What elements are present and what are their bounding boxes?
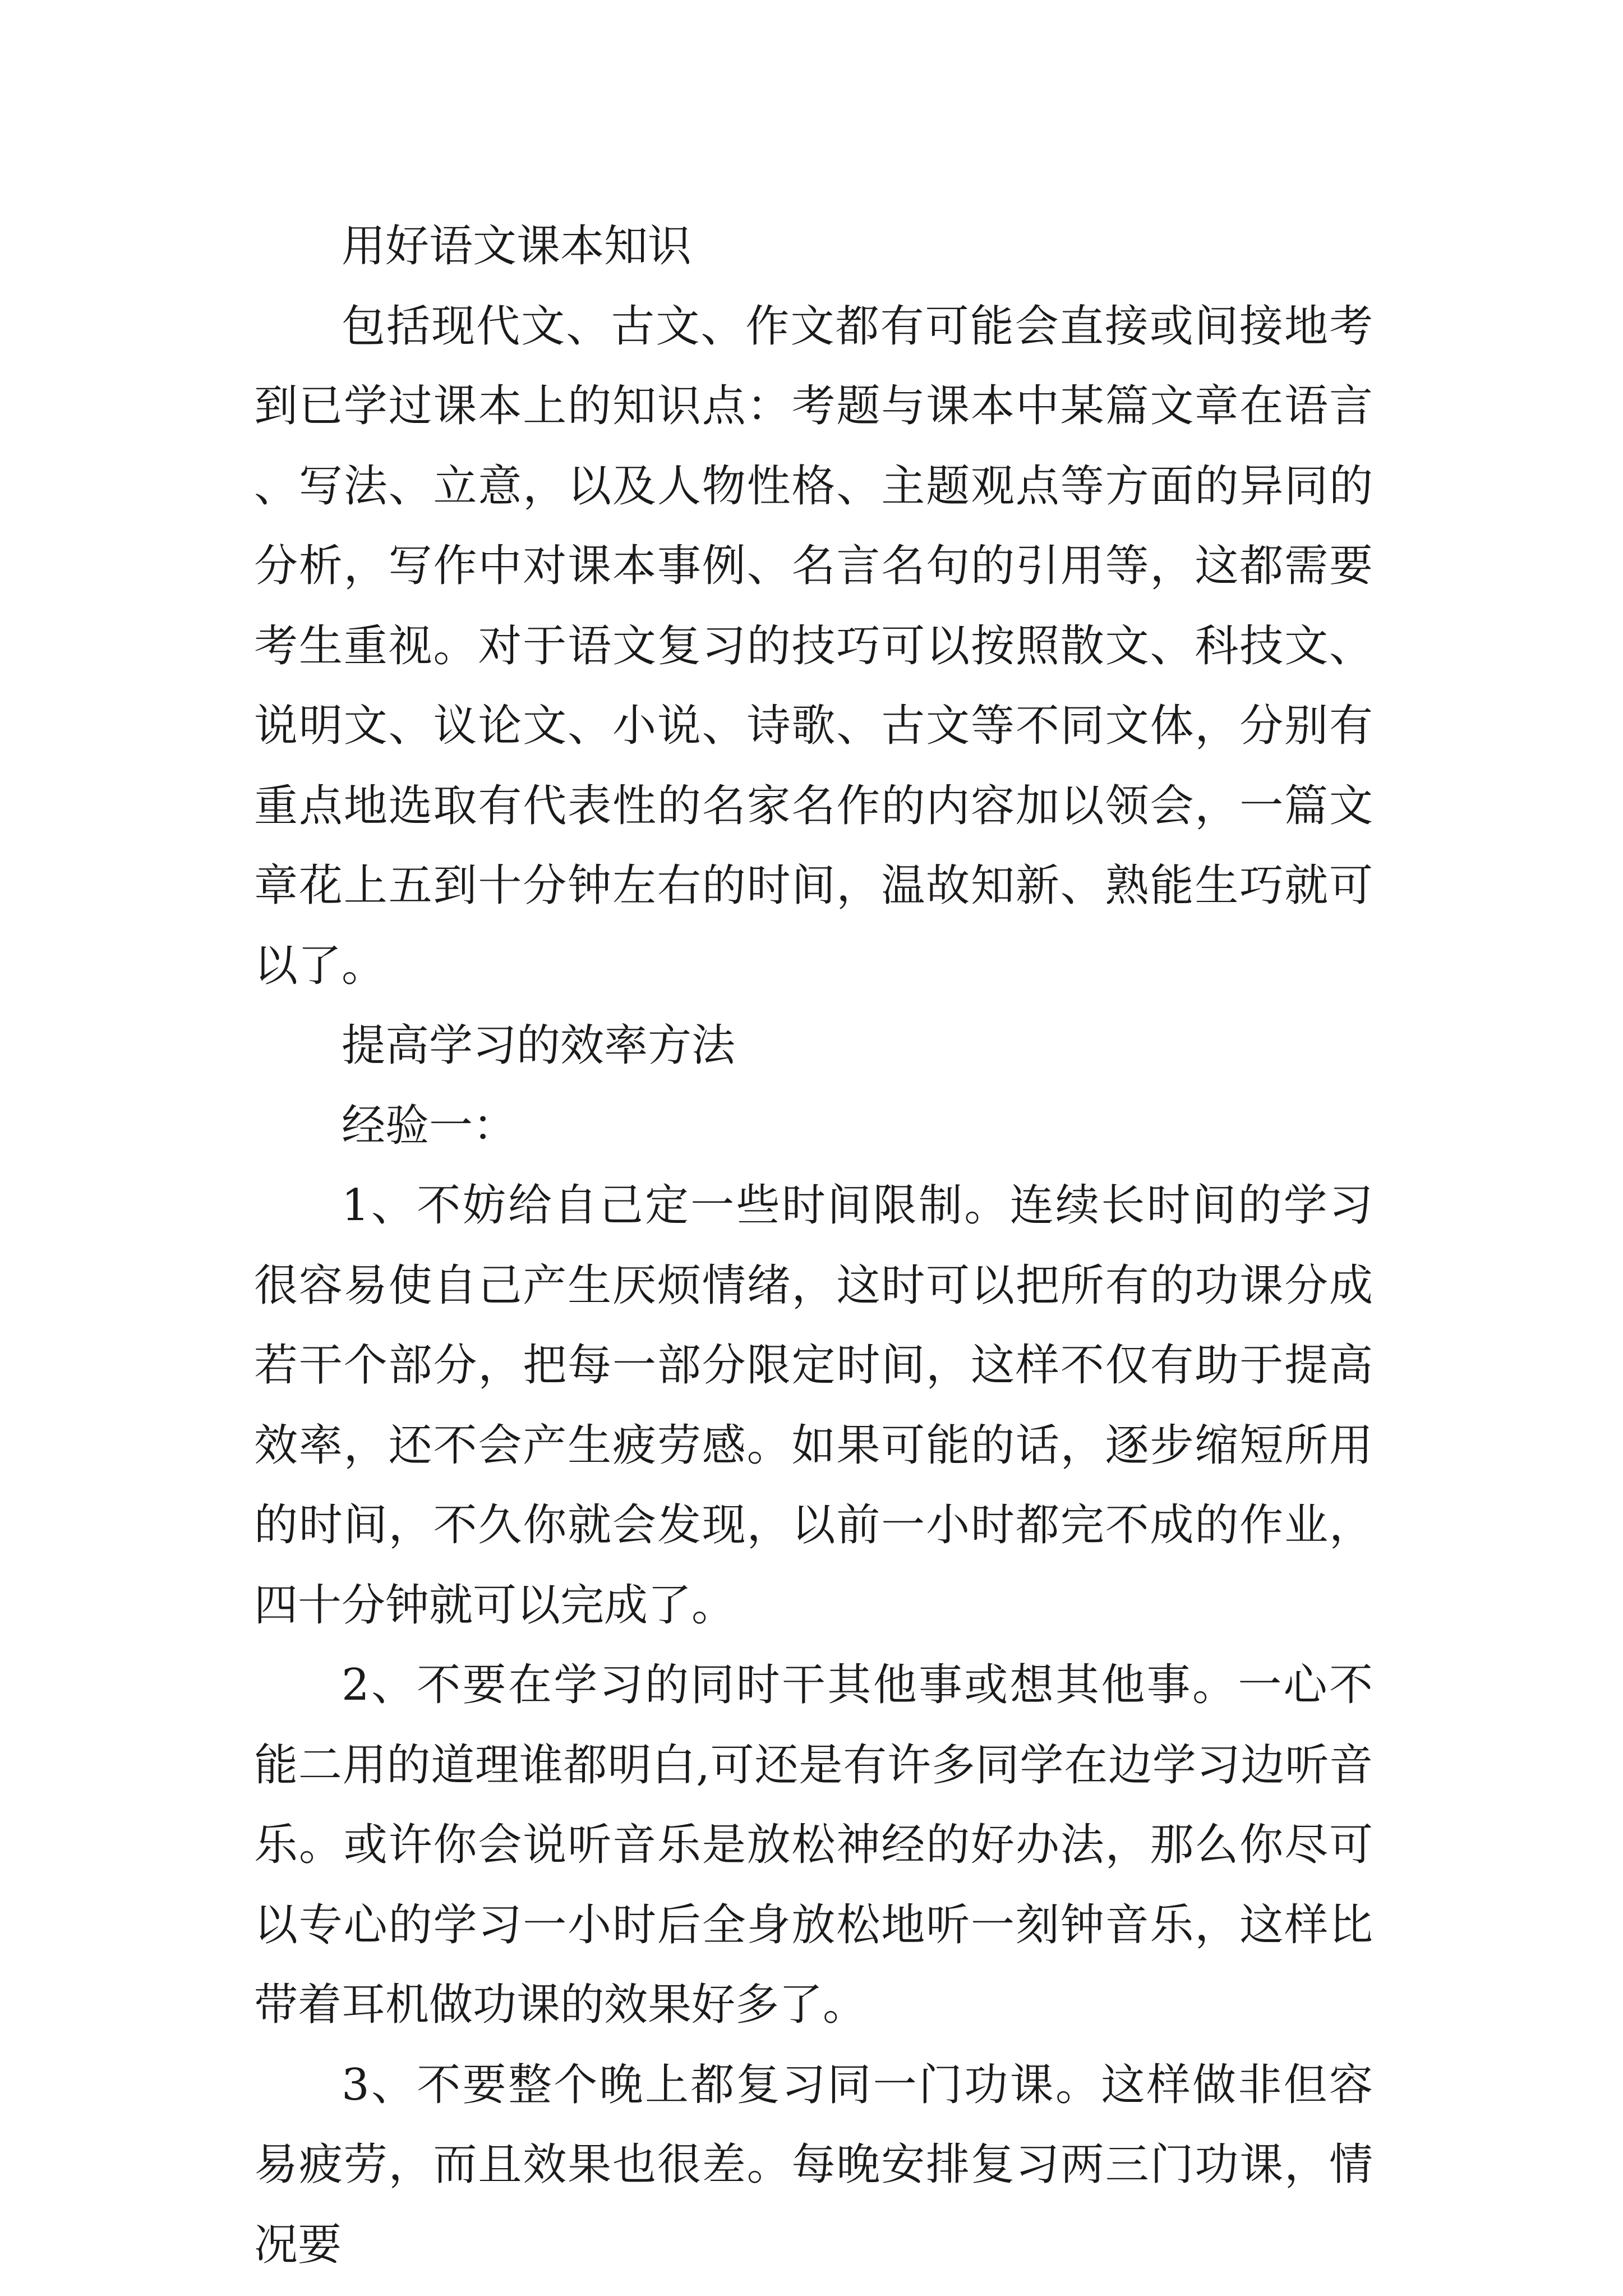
paragraph-textbook-knowledge: 包括现代文、古文、作文都有可能会直接或间接地考到已学过课本上的知识点：考题与课本中某篇文章在语言、写法、立意，以及人物性格、主题观点等方面的异同的分析，写作中对课本事例、名言名句的引用等，这都需要考生重视。对于语文复习的技巧可以按照散文、科技文、说明文、议论文、小说、诗歌、古文等不同文体，分别有重点地选取有代表性的名家名作的内容加以领会，一篇文章花上五到十分钟左右的时间，温故知新、熟能生巧就可以了。 (254, 301, 1373, 991)
paragraph-item-3: 3、不要整个晚上都复习同一门功课。这样做非但容易疲劳，而且效果也很差。每晚安排复习两三门功课，情况要 (254, 2059, 1373, 2270)
section-heading-textbook: 用好语文课本知识 (342, 221, 692, 272)
subheading-experience-one: 经验一： (342, 1100, 517, 1151)
paragraph-item-1: 1、不妨给自己定一些时间限制。连续长时间的学习很容易使自己产生厌烦情绪，这时可以把所有的功课分成若干个部分，把每一部分限定时间，这样不仅有助于提高效率，还不会产生疲劳感。如果可能的话，逐步缩短所用的时间，不久你就会发现，以前一小时都完不成的作业，四十分钟就可以完成了。 (254, 1180, 1373, 1631)
section-heading-efficiency: 提高学习的效率方法 (342, 1020, 736, 1071)
paragraph-item-2: 2、不要在学习的同时干其他事或想其他事。一心不能二用的道理谁都明白,可还是有许多同学在边学习边听音乐。或许你会说听音乐是放松神经的好办法，那么你尽可以专心的学习一小时后全身放松地听一刻钟音乐，这样比带着耳机做功课的效果好多了。 (254, 1660, 1373, 2030)
document-body (254, 206, 1373, 2285)
